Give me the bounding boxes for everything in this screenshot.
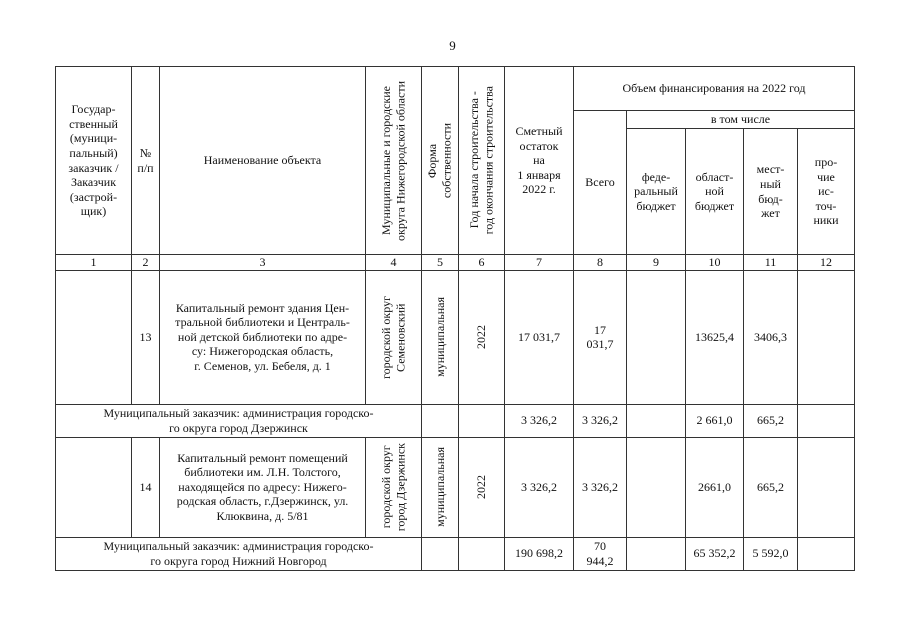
ownership-cell (422, 537, 459, 570)
federal-cell (627, 537, 686, 570)
federal-cell (627, 404, 686, 437)
other-cell (798, 437, 855, 537)
col-num: 9 (627, 255, 686, 271)
years-cell: 2022 (459, 437, 505, 537)
regional-cell: 2661,0 (686, 437, 744, 537)
total-cell: 3 326,2 (574, 437, 627, 537)
estimate-cell: 3 326,2 (505, 404, 574, 437)
row-number: 13 (132, 270, 160, 404)
col-num: 4 (366, 255, 422, 271)
col-num: 11 (744, 255, 798, 271)
object-name: Капитальный ремонт помещений библиотеки им. Л.Н. Толстого, находящейся по адресу: Нижего- родская область, г.Дзержинск, ул. Клюквина, д. 5/81 (160, 437, 366, 537)
estimate-cell: 3 326,2 (505, 437, 574, 537)
customer-label: Муниципальный заказчик: администрация городско- го округа город Дзержинск (56, 404, 422, 437)
customer-row (56, 537, 855, 570)
other-cell (798, 270, 855, 404)
header-customer: Государ- ственный (муници- пальный) заказчик / Заказчик (застрой- щик) (56, 67, 132, 255)
header-row-1 (56, 67, 855, 111)
total-cell: 17 031,7 (574, 270, 627, 404)
federal-cell (627, 437, 686, 537)
col-num: 6 (459, 255, 505, 271)
col-num: 8 (574, 255, 627, 271)
customer-label: Муниципальный заказчик: администрация городско- го округа город Нижний Новгород (56, 537, 422, 570)
district-cell: городской округ город Дзержинск (366, 437, 422, 537)
header-local: мест- ный бюд- жет (744, 129, 798, 255)
local-cell: 665,2 (744, 437, 798, 537)
header-federal: феде- ральный бюджет (627, 129, 686, 255)
col-num: 10 (686, 255, 744, 271)
row-customer-cell (56, 437, 132, 537)
header-district: Муниципальные и городские округа Нижегородской области (366, 67, 422, 255)
object-name: Капитальный ремонт здания Цен- тральной библиотеки и Централь- ной детской библиотеки по адре- су: Нижегородская область, г. Семенов, ул. Бебеля, д. 1 (160, 270, 366, 404)
estimate-cell: 17 031,7 (505, 270, 574, 404)
row-number: 14 (132, 437, 160, 537)
ownership-cell (422, 404, 459, 437)
col-num: 2 (132, 255, 160, 271)
ownership-cell: муниципальная (422, 437, 459, 537)
page-number: 9 (449, 38, 456, 53)
years-cell (459, 537, 505, 570)
ownership-cell: муниципальная (422, 270, 459, 404)
column-number-row (56, 255, 855, 271)
federal-cell (627, 270, 686, 404)
table-row (56, 437, 855, 537)
regional-cell: 2 661,0 (686, 404, 744, 437)
header-including: в том числе (627, 111, 855, 129)
header-other: про- чие ис- точ- ники (798, 129, 855, 255)
col-num: 12 (798, 255, 855, 271)
header-total: Всего (574, 111, 627, 255)
estimate-cell: 190 698,2 (505, 537, 574, 570)
header-funding-group: Объем финансирования на 2022 год (574, 67, 855, 111)
customer-row (56, 404, 855, 437)
table-row (56, 270, 855, 404)
header-years: Год начала строительства - год окончания строительства (459, 67, 505, 255)
regional-cell: 13625,4 (686, 270, 744, 404)
total-cell: 70 944,2 (574, 537, 627, 570)
col-num: 7 (505, 255, 574, 271)
col-num: 5 (422, 255, 459, 271)
financing-table (55, 66, 855, 571)
district-cell: городской округ Семеновский (366, 270, 422, 404)
header-number: № п/п (132, 67, 160, 255)
row-customer-cell (56, 270, 132, 404)
col-num: 1 (56, 255, 132, 271)
col-num: 3 (160, 255, 366, 271)
header-regional: област- ной бюджет (686, 129, 744, 255)
header-object-name: Наименование объекта (160, 67, 366, 255)
local-cell: 665,2 (744, 404, 798, 437)
header-estimate: Сметный остаток на 1 января 2022 г. (505, 67, 574, 255)
other-cell (798, 404, 855, 437)
local-cell: 3406,3 (744, 270, 798, 404)
other-cell (798, 537, 855, 570)
years-cell (459, 404, 505, 437)
years-cell: 2022 (459, 270, 505, 404)
total-cell: 3 326,2 (574, 404, 627, 437)
regional-cell: 65 352,2 (686, 537, 744, 570)
header-ownership: Форма собственности (422, 67, 459, 255)
local-cell: 5 592,0 (744, 537, 798, 570)
